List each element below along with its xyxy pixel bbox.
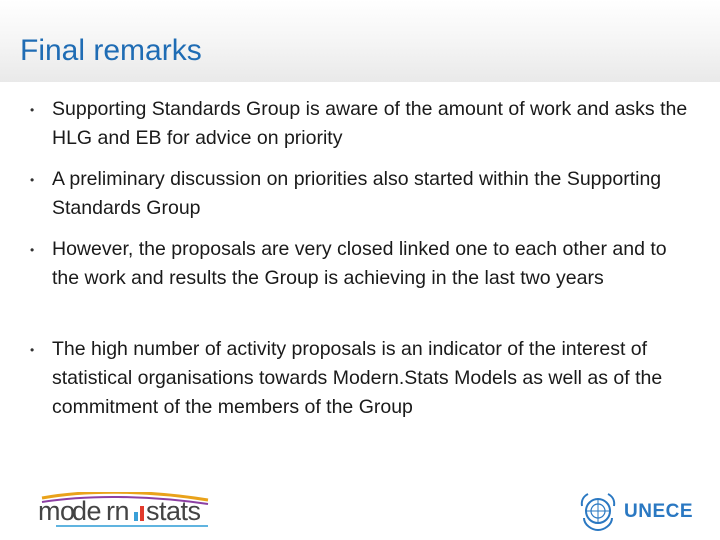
bullet-text: The high number of activity proposals is an indicator of the interest of statistical organisations towards Modern.Stats Models as well as of the commitment of the members of the Group xyxy=(52,338,663,418)
bullet-marker: • xyxy=(30,343,35,357)
modernstats-logo-graphic xyxy=(36,492,216,532)
svg-text:de: de xyxy=(72,496,102,526)
svg-text:mo: mo xyxy=(38,496,75,526)
bullet-text: Supporting Standards Group is aware of the amount of work and asks the HLG and EB for advice on priority xyxy=(52,98,688,149)
unece-logo xyxy=(574,492,704,532)
bullet-marker: • xyxy=(30,103,35,117)
page-title: Final remarks xyxy=(20,34,202,67)
bullet-marker: • xyxy=(30,243,35,257)
svg-text:rn: rn xyxy=(106,496,130,526)
modernstats-logo xyxy=(36,492,216,532)
bullet-text: However, the proposals are very closed linked one to each other and to the work and results the Group is achieving in the last two years xyxy=(52,238,667,289)
svg-text:stats: stats xyxy=(146,496,201,526)
bullet-marker: • xyxy=(30,173,35,187)
bullet-text: A preliminary discussion on priorities also started within the Supporting Standards Group xyxy=(52,168,662,219)
unece-wordmark: UNECE xyxy=(624,501,694,522)
un-emblem-icon xyxy=(578,492,618,537)
